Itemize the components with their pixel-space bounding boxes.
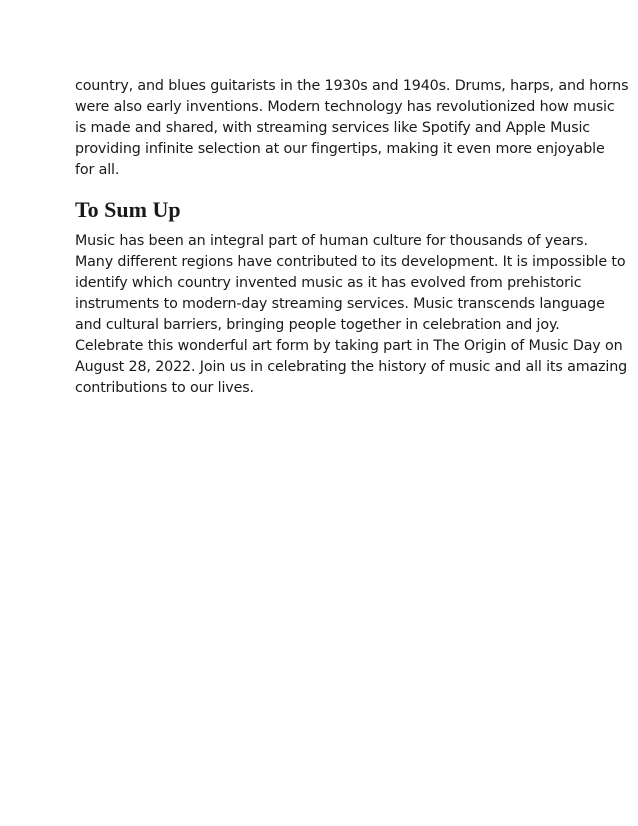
paragraph-line: and cultural barriers, bringing people together in celebration and joy. bbox=[75, 317, 560, 333]
paragraph-line: providing infinite selection at our fingertips, making it even more enjoyable bbox=[75, 141, 605, 157]
section-heading: To Sum Up bbox=[75, 197, 181, 222]
paragraph-line: country, and blues guitarists in the 1930s and 1940s. Drums, harps, and horns bbox=[75, 78, 629, 94]
paragraph-line: identify which country invented music as it has evolved from prehistoric bbox=[75, 275, 582, 291]
paragraph-line: were also early inventions. Modern technology has revolutionized how music bbox=[75, 99, 615, 115]
summary-paragraph bbox=[75, 231, 628, 399]
intro-paragraph bbox=[75, 76, 629, 181]
paragraph-line: contributions to our lives. bbox=[75, 380, 254, 396]
paragraph-line: is made and shared, with streaming services like Spotify and Apple Music bbox=[75, 120, 591, 136]
paragraph-line: Music has been an integral part of human culture for thousands of years. bbox=[75, 233, 588, 249]
page-content bbox=[75, 76, 629, 399]
paragraph-line: Celebrate this wonderful art form by taking part in The Origin of Music Day on bbox=[75, 338, 623, 354]
paragraph-line: instruments to modern-day streaming services. Music transcends language bbox=[75, 296, 605, 312]
paragraph-line: for all. bbox=[75, 162, 120, 178]
paragraph-line: Many different regions have contributed to its development. It is impossible to bbox=[75, 254, 626, 270]
paragraph-line: August 28, 2022. Join us in celebrating the history of music and all its amazing bbox=[75, 359, 628, 375]
